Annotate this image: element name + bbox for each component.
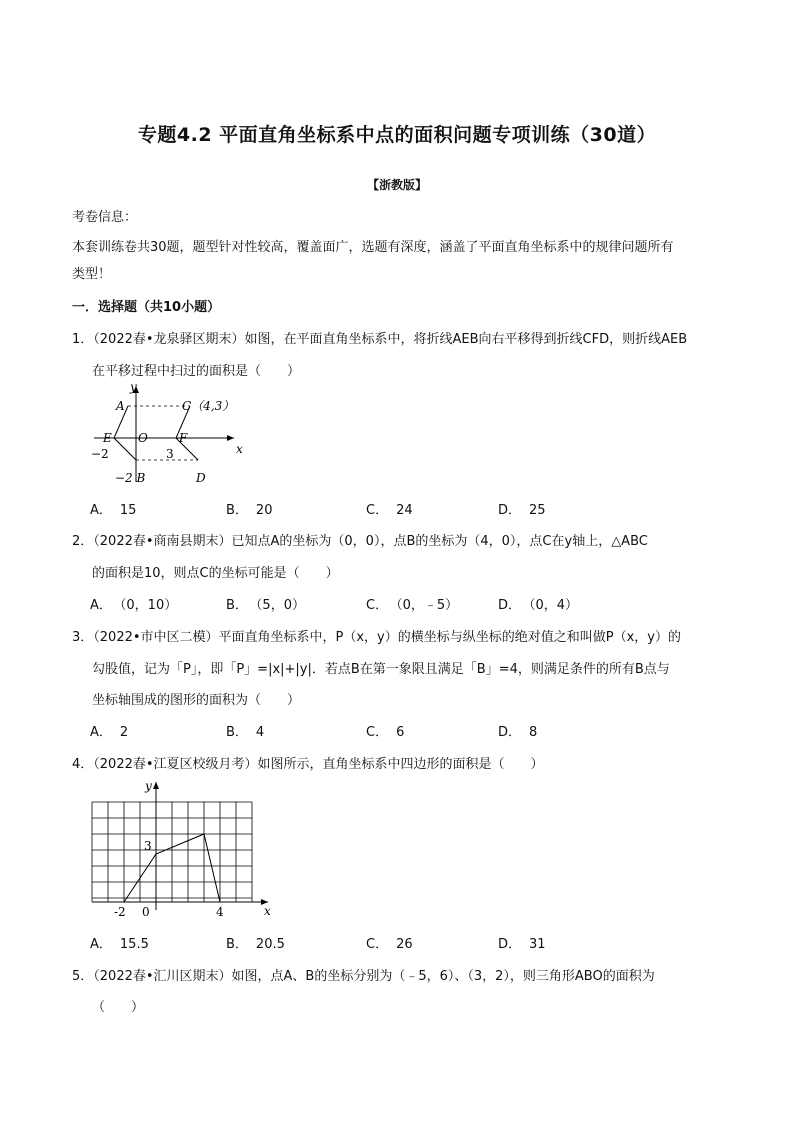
polyline-aeb	[114, 406, 136, 460]
label-d: D	[196, 471, 206, 485]
label-x: x	[236, 442, 243, 456]
label-y: y	[130, 382, 137, 394]
question-2-option-d: D． （0，4）	[498, 598, 579, 613]
label-0: 0	[142, 905, 150, 918]
page-title: 专题4.2 平面直角坐标系中点的面积问题专项训练（30道）	[137, 124, 657, 146]
label-b: −2 B	[115, 471, 146, 485]
question-1-line-1: 1．（2022春•龙泉驿区期末）如图，在平面直角坐标系中，将折线AEB向右平移得到折线CFD，则折线AEB	[72, 332, 688, 347]
label-c: C（4,3）	[182, 399, 235, 413]
question-2-option-b: B． （5，0）	[226, 598, 305, 613]
question-1-option-b: B． 20	[226, 503, 273, 518]
intro-line-2: 类型！	[72, 267, 112, 282]
question-1-option-c: C． 24	[366, 503, 413, 518]
label-3: 3	[166, 447, 174, 461]
question-1-option-a: A． 15	[90, 503, 137, 518]
question-4-option-b: B． 20.5	[226, 937, 285, 952]
question-4-figure	[84, 776, 280, 918]
question-3-option-c: C． 6	[366, 725, 405, 740]
label-3: 3	[144, 839, 152, 853]
question-4-option-d: D． 31	[498, 937, 546, 952]
question-4-option-c: C． 26	[366, 937, 413, 952]
label-a: A	[116, 399, 125, 413]
question-2-line-2: 的面积是10，则点C的坐标可能是（ ）	[92, 566, 339, 581]
question-2-line-1: 2．（2022春•商南县期末）已知点A的坐标为（0，0），点B的坐标为（4，0），点C在y轴上，△ABC	[72, 534, 648, 549]
question-3-line-2: 勾股值，记为「P」，即「P」=|x|+|y|．若点B在第一象限且满足「B」=4，则满足条件的所有B点与	[92, 662, 670, 677]
grid	[92, 802, 252, 902]
y-axis-arrow	[153, 782, 159, 789]
label-e: E	[103, 431, 112, 445]
x-axis-arrow	[227, 435, 234, 441]
info-label: 考卷信息：	[72, 210, 138, 225]
question-2-option-a: A． （0，10）	[90, 598, 178, 613]
question-4-option-a: A． 15.5	[90, 937, 149, 952]
question-5-line-2: （ ）	[92, 1000, 145, 1015]
label-4: 4	[216, 905, 224, 918]
edition-label: 【浙教版】	[366, 178, 427, 192]
label-y: y	[145, 779, 152, 793]
question-2-option-c: C． （0，﹣5）	[366, 598, 459, 613]
label-o: O	[138, 431, 148, 445]
question-3-line-3: 坐标轴围成的图形的面积为（ ）	[92, 693, 301, 708]
label-neg2-x: −2	[91, 447, 109, 461]
question-4-line-1: 4．（2022春•江夏区校级月考）如图所示，直角坐标系中四边形的面积是（ ）	[72, 757, 544, 772]
question-3-line-1: 3．（2022•市中区二模）平面直角坐标系中，P（x，y）的横坐标与纵坐标的绝对值之和叫做P（x，y）的	[72, 630, 681, 645]
label-x: x	[264, 904, 271, 918]
section-heading: 一．选择题（共10小题）	[72, 300, 221, 315]
intro-line-1: 本套训练卷共30题，题型针对性较高，覆盖面广，选题有深度，涵盖了平面直角坐标系中的规律问题所有	[72, 240, 674, 255]
question-1-line-2: 在平移过程中扫过的面积是（ ）	[92, 364, 301, 379]
question-3-option-a: A． 2	[90, 725, 129, 740]
question-3-option-b: B． 4	[226, 725, 265, 740]
question-1-figure	[86, 382, 246, 490]
question-3-option-d: D． 8	[498, 725, 538, 740]
question-1-option-d: D． 25	[498, 503, 546, 518]
label-neg2: -2	[114, 905, 126, 918]
label-f: F	[179, 431, 188, 445]
question-5-line-1: 5．（2022春•汇川区期末）如图，点A、B的坐标分别为（﹣5，6）、（3，2），则三角形ABO的面积为	[72, 969, 655, 984]
